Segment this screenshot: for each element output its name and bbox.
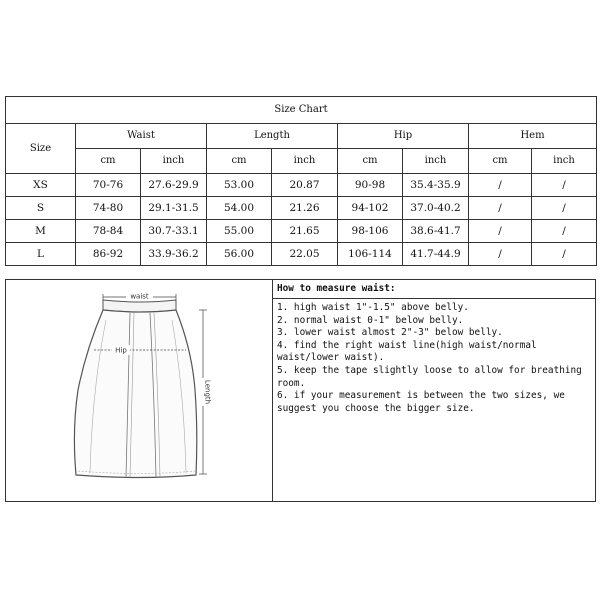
unit-header: cm bbox=[338, 149, 403, 174]
size-cell: L bbox=[6, 243, 76, 266]
waist-label: waist bbox=[130, 292, 149, 301]
table-cell: 86-92 bbox=[76, 243, 141, 266]
table-cell: 30.7-33.1 bbox=[141, 220, 207, 243]
table-cell: 27.6-29.9 bbox=[141, 174, 207, 197]
table-cell: / bbox=[469, 220, 532, 243]
table-cell: 38.6-41.7 bbox=[403, 220, 469, 243]
list-item: 5. keep the tape slightly loose to allow for breathing room. bbox=[277, 364, 582, 389]
hip-label: Hip bbox=[115, 346, 127, 355]
unit-header: inch bbox=[141, 149, 207, 174]
hip-header: Hip bbox=[338, 124, 469, 149]
unit-header: cm bbox=[207, 149, 272, 174]
skirt-diagram bbox=[6, 280, 273, 501]
table-cell: 21.26 bbox=[272, 197, 338, 220]
size-cell: XS bbox=[6, 174, 76, 197]
table-cell: 54.00 bbox=[207, 197, 272, 220]
length-label: Length bbox=[203, 379, 212, 405]
table-cell: / bbox=[469, 174, 532, 197]
instructions-heading: How to measure waist: bbox=[273, 280, 595, 299]
unit-header: inch bbox=[403, 149, 469, 174]
table-cell: 106-114 bbox=[338, 243, 403, 266]
list-item: 1. high waist 1"-1.5" above belly. bbox=[277, 302, 469, 313]
table-cell: 29.1-31.5 bbox=[141, 197, 207, 220]
table-cell: 37.0-40.2 bbox=[403, 197, 469, 220]
table-cell: 55.00 bbox=[207, 220, 272, 243]
table-cell: 78-84 bbox=[76, 220, 141, 243]
table-cell: / bbox=[469, 243, 532, 266]
size-cell: M bbox=[6, 220, 76, 243]
table-cell: 53.00 bbox=[207, 174, 272, 197]
table-cell: / bbox=[532, 174, 597, 197]
skirt-body bbox=[74, 310, 196, 478]
skirt-illustration bbox=[6, 280, 272, 501]
hem-header: Hem bbox=[469, 124, 597, 149]
table-cell: 94-102 bbox=[338, 197, 403, 220]
list-item: 4. find the right waist line(high waist/normal waist/lower waist). bbox=[277, 339, 537, 364]
unit-header: inch bbox=[272, 149, 338, 174]
chart-title: Size Chart bbox=[6, 97, 597, 124]
table-cell: 21.65 bbox=[272, 220, 338, 243]
list-item: 6. if your measurement is between the two sizes, we suggest you choose the bigger size. bbox=[277, 390, 565, 414]
instructions-list bbox=[273, 299, 595, 415]
table-cell: / bbox=[532, 197, 597, 220]
table-cell: / bbox=[532, 243, 597, 266]
table-cell: 35.4-35.9 bbox=[403, 174, 469, 197]
table-cell: 70-76 bbox=[76, 174, 141, 197]
table-cell: 33.9-36.2 bbox=[141, 243, 207, 266]
unit-header: cm bbox=[469, 149, 532, 174]
table-cell: 22.05 bbox=[272, 243, 338, 266]
table-cell: / bbox=[469, 197, 532, 220]
unit-header: inch bbox=[532, 149, 597, 174]
table-cell: 90-98 bbox=[338, 174, 403, 197]
length-header: Length bbox=[207, 124, 338, 149]
table-row bbox=[6, 220, 597, 243]
skirt-waistband bbox=[103, 300, 176, 312]
table-row bbox=[6, 174, 597, 197]
size-chart-table bbox=[5, 96, 597, 266]
table-cell: 20.87 bbox=[272, 174, 338, 197]
table-row bbox=[6, 243, 597, 266]
waist-header: Waist bbox=[76, 124, 207, 149]
list-item: 2. normal waist 0-1" below belly. bbox=[277, 314, 464, 326]
size-column-header: Size bbox=[6, 124, 76, 174]
measure-instructions bbox=[273, 280, 595, 501]
table-cell: 41.7-44.9 bbox=[403, 243, 469, 266]
size-cell: S bbox=[6, 197, 76, 220]
table-cell: 98-106 bbox=[338, 220, 403, 243]
measurement-guide bbox=[5, 279, 596, 502]
unit-header: cm bbox=[76, 149, 141, 174]
table-row bbox=[6, 197, 597, 220]
list-item: 3. lower waist almost 2"-3" below belly. bbox=[277, 327, 503, 339]
table-cell: 74-80 bbox=[76, 197, 141, 220]
table-cell: 56.00 bbox=[207, 243, 272, 266]
table-cell: / bbox=[532, 220, 597, 243]
